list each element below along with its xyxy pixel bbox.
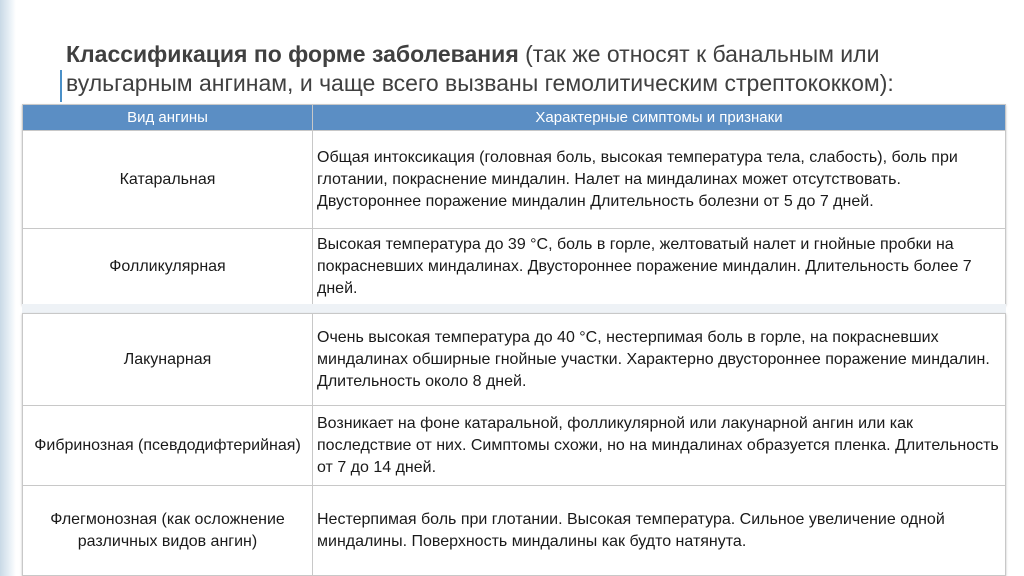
- row-desc-catarrhal: Общая интоксикация (головная боль, высокая температура тела, слабость), боль при глотании, покраснение миндалин. Налет на миндалинах может отсутствовать. Двустороннее поражение миндалин Длительность болезни от 5 до 7 дней.: [313, 131, 1006, 229]
- header-type: Вид ангины: [23, 105, 313, 131]
- row-type-catarrhal: Катаральная: [23, 131, 313, 229]
- title-bold: Классификация по форме заболевания: [66, 41, 519, 67]
- row-type-fibrinous: Фибринозная (псевдодифтерийная): [23, 406, 313, 486]
- row-desc-follicular: Высокая температура до 39 °С, боль в горле, желтоватый налет и гнойные пробки на покрасневших миндалинах. Двустороннее поражение миндалин. Длительность более 7 дней.: [313, 229, 1006, 305]
- table-row: [23, 131, 1006, 229]
- row-type-follicular: Фолликулярная: [23, 229, 313, 305]
- slide-title: [66, 40, 1006, 98]
- row-desc-phlegmonous: Нестерпимая боль при глотании. Высокая температура. Сильное увеличение одной миндалины. Поверхность миндалины как будто натянута.: [313, 486, 1006, 576]
- row-type-phlegmonous: Флегмонозная (как осложнение различных видов ангин): [23, 486, 313, 576]
- row-desc-lacunar: Очень высокая температура до 40 °С, нестерпимая боль в горле, на покрасневших миндалинах обширные гнойные участки. Характерно двустороннее поражение миндалин. Длительность около 8 дней.: [313, 314, 1006, 406]
- header-symptoms: Характерные симптомы и признаки: [313, 105, 1006, 131]
- title-rest: (так же относят к банальным или вульгарным ангинам, и чаще всего вызваны гемолитическим стрептококком):: [66, 41, 894, 96]
- table-gap: [22, 304, 1006, 313]
- table-row: [23, 406, 1006, 486]
- table-row: [23, 314, 1006, 406]
- angina-table-part1: [22, 104, 1006, 305]
- title-accent-line: [60, 70, 62, 102]
- table-header-row: [23, 105, 1006, 131]
- row-type-lacunar: Лакунарная: [23, 314, 313, 406]
- left-decorative-bar: [0, 0, 16, 576]
- angina-table-part2: [22, 313, 1006, 576]
- table-row: [23, 486, 1006, 576]
- table-row: [23, 229, 1006, 305]
- row-desc-fibrinous: Возникает на фоне катаральной, фолликулярной или лакунарной ангин или как последствие от них. Симптомы схожи, но на миндалинах образуется пленка. Длительность от 7 до 14 дней.: [313, 406, 1006, 486]
